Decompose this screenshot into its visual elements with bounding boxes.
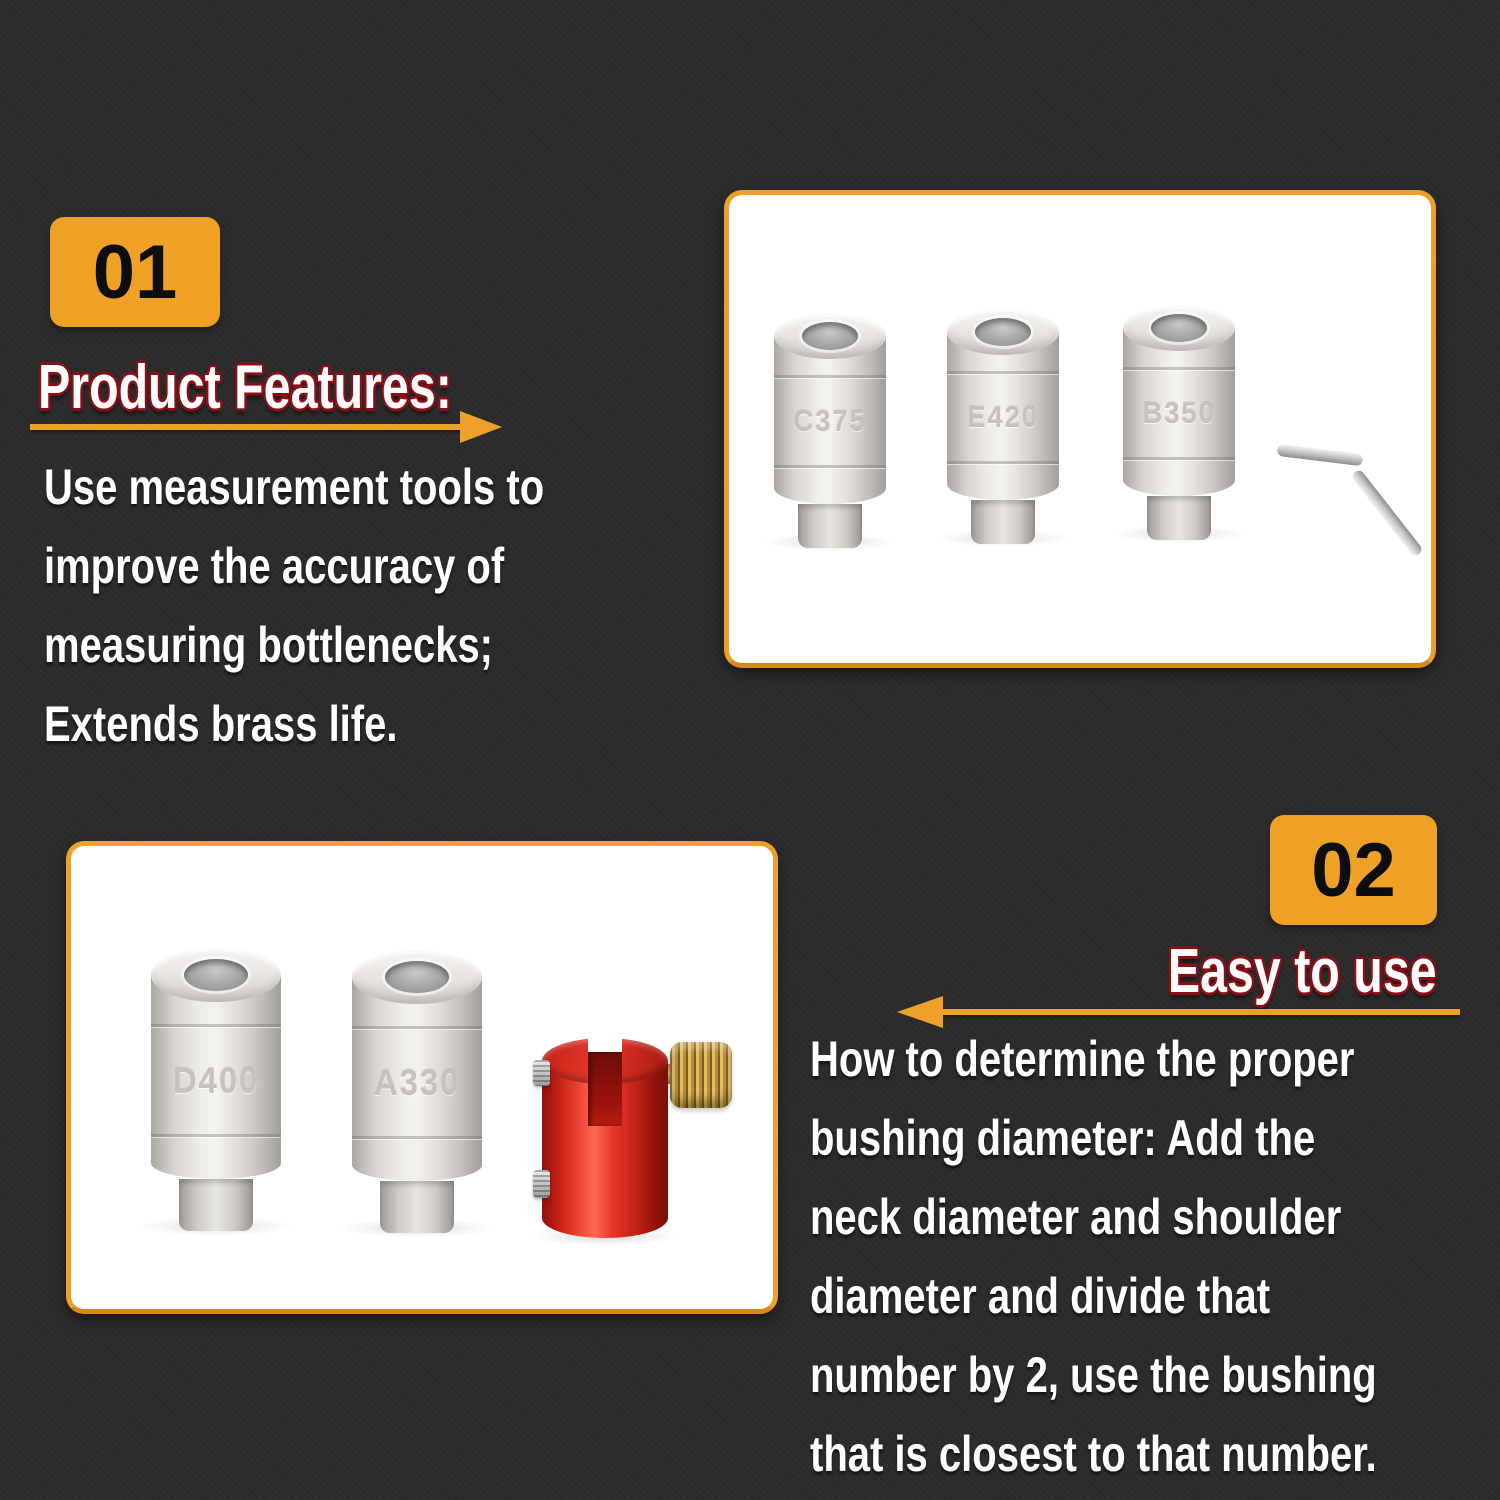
step-2-number: 02 <box>1311 827 1396 913</box>
right-arrow-line <box>30 424 462 430</box>
bushing-hole <box>975 318 1031 346</box>
bushing-stem <box>971 500 1035 544</box>
bushing-engraving: E420 <box>967 401 1039 434</box>
clamp-slot <box>588 1052 622 1126</box>
step-1-badge <box>50 217 220 327</box>
text-line: measuring bottlenecks; <box>44 617 494 673</box>
bushing-a330 <box>352 950 482 1235</box>
bushing-c375 <box>774 313 886 548</box>
hex-wrench-icon <box>1350 468 1423 557</box>
bushing-stem <box>798 504 862 548</box>
clamp-screw <box>533 1060 550 1086</box>
bushing-groove <box>947 371 1059 374</box>
bushing-groove <box>352 1026 482 1029</box>
bushing-engraving: A330 <box>373 1062 461 1103</box>
bushing-hole <box>802 322 858 350</box>
hex-wrench-icon <box>1277 444 1364 466</box>
bushing-stem <box>380 1181 454 1233</box>
bushing-stem <box>179 1179 253 1231</box>
bushing-groove <box>1123 367 1235 370</box>
text-line: neck diameter and shoulder <box>810 1189 1342 1245</box>
bushing-e420 <box>947 309 1059 544</box>
bushing-groove <box>947 461 1059 464</box>
bushing-d400 <box>151 948 281 1233</box>
section-2-description <box>810 1020 1500 1494</box>
text-line: improve the accuracy of <box>44 538 505 594</box>
section-2-title: Easy to use <box>1168 937 1437 1006</box>
bushing-engraving: B350 <box>1142 397 1216 430</box>
bushing-groove <box>151 1024 281 1027</box>
bushing-hole <box>184 959 248 991</box>
left-arrow-line <box>941 1009 1460 1015</box>
text-line: How to determine the proper <box>810 1031 1355 1087</box>
section-1-title: Product Features: <box>38 353 452 422</box>
brass-thumbscrew-knob <box>670 1042 732 1108</box>
bushing-engraving: D400 <box>172 1060 260 1101</box>
clamp-screw <box>533 1170 550 1198</box>
bushing-groove <box>1123 457 1235 460</box>
bushing-groove <box>774 375 886 378</box>
right-arrow-icon <box>460 411 502 443</box>
bushing-b350 <box>1123 305 1235 540</box>
bushing-stem <box>1147 496 1211 540</box>
step-2-badge <box>1270 815 1437 925</box>
text-line: that is closest to that number. <box>810 1426 1377 1482</box>
text-line: bushing diameter: Add the <box>810 1110 1316 1166</box>
text-line: Extends brass life. <box>44 696 398 752</box>
section-1-description <box>44 448 669 764</box>
bushing-groove <box>352 1136 482 1139</box>
bushing-groove <box>151 1134 281 1137</box>
bushings-photo-top <box>724 190 1436 668</box>
text-line: Use measurement tools to <box>44 459 545 515</box>
bushing-hole <box>1151 314 1207 342</box>
bushings-photo-bottom <box>66 841 778 1314</box>
text-line: number by 2, use the bushing <box>810 1347 1377 1403</box>
bushing-engraving: C375 <box>793 405 867 438</box>
red-clamp <box>542 1038 668 1238</box>
bushing-groove <box>774 465 886 468</box>
bushing-hole <box>385 961 449 993</box>
step-1-number: 01 <box>92 229 178 315</box>
text-line: diameter and divide that <box>810 1268 1271 1324</box>
